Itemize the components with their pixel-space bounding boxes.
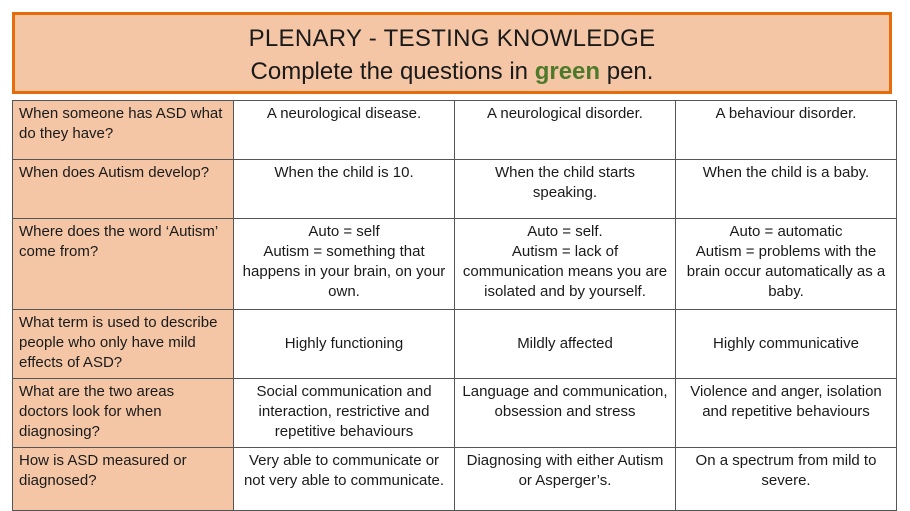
answer-option-cell[interactable]: A neurological disorder.: [455, 101, 676, 160]
question-cell: When someone has ASD what do they have?: [13, 101, 234, 160]
title-banner: [12, 12, 892, 94]
table-row: [13, 219, 897, 310]
answer-option-cell[interactable]: Auto = automatic Autism = problems with the brain occur automatically as a baby.: [676, 219, 897, 310]
question-cell: What are the two areas doctors look for when diagnosing?: [13, 379, 234, 448]
quiz-table: [12, 100, 897, 511]
answer-option-cell[interactable]: Auto = self. Autism = lack of communication means you are isolated and by yourself.: [455, 219, 676, 310]
question-cell: What term is used to describe people who only have mild effects of ASD?: [13, 310, 234, 379]
answer-option-cell[interactable]: When the child starts speaking.: [455, 160, 676, 219]
answer-option-cell[interactable]: A behaviour disorder.: [676, 101, 897, 160]
answer-option-cell[interactable]: When the child is a baby.: [676, 160, 897, 219]
instruction-line: [15, 57, 889, 87]
answer-option-cell[interactable]: Highly functioning: [234, 310, 455, 379]
table-row: [13, 448, 897, 511]
page-title: PLENARY - TESTING KNOWLEDGE: [248, 25, 656, 52]
answer-option-cell[interactable]: Highly communicative: [676, 310, 897, 379]
instruction-text-before: Complete the questions in: [250, 58, 535, 85]
answer-option-cell[interactable]: On a spectrum from mild to severe.: [676, 448, 897, 511]
table-row: [13, 379, 897, 448]
question-cell: When does Autism develop?: [13, 160, 234, 219]
question-cell: How is ASD measured or diagnosed?: [13, 448, 234, 511]
answer-option-cell[interactable]: When the child is 10.: [234, 160, 455, 219]
answer-option-cell[interactable]: Diagnosing with either Autism or Asperger’s.: [455, 448, 676, 511]
answer-option-cell[interactable]: Auto = self Autism = something that happens in your brain, on your own.: [234, 219, 455, 310]
table-row: [13, 310, 897, 379]
answer-option-cell[interactable]: Mildly affected: [455, 310, 676, 379]
table-row: [13, 160, 897, 219]
instruction-highlight-green: green: [534, 58, 601, 85]
answer-option-cell[interactable]: Violence and anger, isolation and repetitive behaviours: [676, 379, 897, 448]
answer-option-cell[interactable]: Language and communication, obsession and stress: [455, 379, 676, 448]
answer-option-cell[interactable]: Social communication and interaction, restrictive and repetitive behaviours: [234, 379, 455, 448]
answer-option-cell[interactable]: A neurological disease.: [234, 101, 455, 160]
answer-option-cell[interactable]: Very able to communicate or not very able to communicate.: [234, 448, 455, 511]
table-row: [13, 101, 897, 160]
instruction-text-after: pen.: [600, 58, 654, 85]
question-cell: Where does the word ‘Autism’ come from?: [13, 219, 234, 310]
